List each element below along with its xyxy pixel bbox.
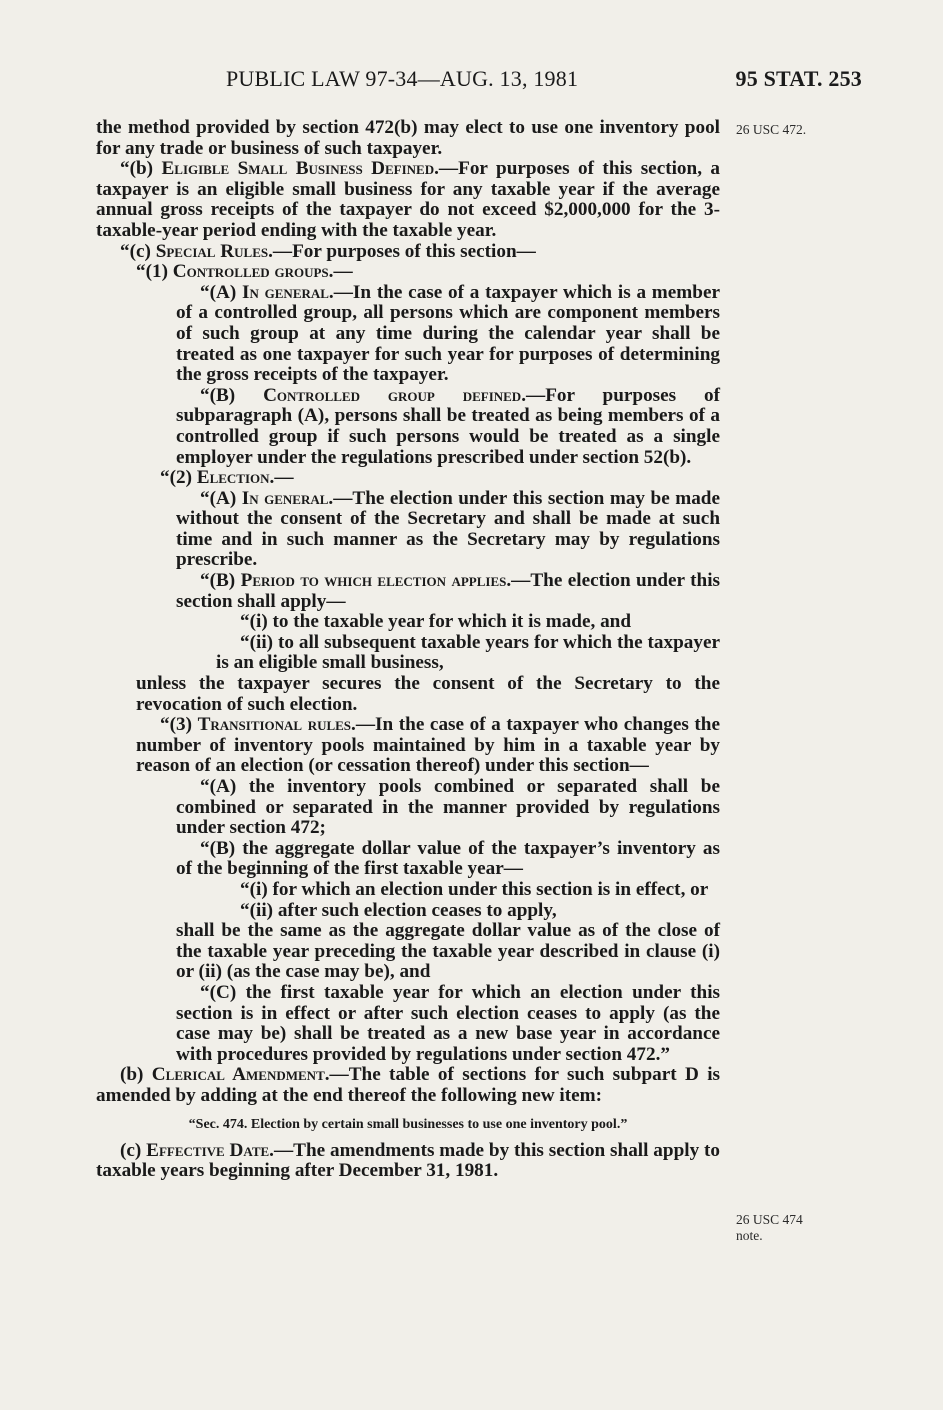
subsection-heading: Special Rules.: [155, 240, 273, 262]
page-header: [96, 66, 862, 94]
clause-3b-ii: “(ii) after such election ceases to apply,: [240, 899, 557, 921]
paragraph-text: —: [274, 467, 294, 489]
paragraph-heading: Controlled groups.: [172, 261, 334, 283]
subsection-text: —The amendments made by this section shall apply to taxable years beginning after December 31, 1981.: [96, 1139, 721, 1182]
paragraph-text: —In the case of a taxpayer who changes the number of inventory pools maintained by him in a taxable year by reason of an election (or cessation thereof) under this section—: [136, 714, 720, 777]
header-title: PUBLIC LAW 97-34—AUG. 13, 1981: [226, 66, 579, 91]
subparagraph-label: “(B): [200, 384, 264, 406]
subsection-label: (b): [120, 1064, 152, 1086]
table-of-sections-item: “Sec. 474. Election by certain small businesses to use one inventory pool.”: [188, 1116, 628, 1132]
subparagraph-1a-in-general: [96, 283, 720, 386]
subsection-c-effective-date: [96, 1141, 720, 1182]
subparagraph-text: —In the case of a taxpayer which is a member of a controlled group, all persons which are component members of such group at any time during the calendar year shall be treated as one taxpayer for such year for purposes of determining the gross receipts of the taxpayer.: [176, 281, 720, 386]
subsection-c-special-rules: [96, 242, 720, 263]
flush-language: unless the taxpayer secures the consent of the Secretary to the revocation of such election.: [136, 673, 720, 715]
subsection-text: —For purposes of this section—: [272, 240, 536, 262]
paragraph-label: “(2): [160, 467, 197, 489]
margin-note-usc-474: [736, 1212, 803, 1244]
section-body: [96, 118, 720, 1182]
margin-note-line: 26 USC 474: [736, 1212, 803, 1227]
subparagraph-3c: “(C) the first taxable year for which an election under this section is in effect or after such election ceases to apply (as the case may be) shall be treated as a new base year in accordance with procedures provided by regulations under section 472.”: [176, 981, 720, 1065]
subparagraph-1b-controlled-group-defined: [96, 386, 720, 468]
clause-ii: “(ii) to all subsequent taxable years for which the taxpayer is an eligible small business,: [216, 631, 720, 674]
flush-language-3b: shall be the same as the aggregate dollar value as of the close of the taxable year preceding the taxable year described in clause (i) or (ii) (as the case may be), and: [176, 920, 720, 983]
margin-note-line: note.: [736, 1228, 763, 1243]
paragraph-heading: Transitional rules.: [197, 714, 356, 736]
margin-note-usc-472: [736, 122, 806, 138]
paragraph-heading: Election.: [196, 467, 275, 489]
paragraph-text: —: [333, 261, 353, 283]
subparagraph-label: “(A): [200, 487, 242, 509]
subsection-label: “(c): [120, 240, 156, 262]
clause-3b-i: “(i) for which an election under this section is in effect, or: [240, 878, 709, 900]
clause-i: “(i) to the taxable year for which it is made, and: [240, 611, 632, 633]
subparagraph-heading: Controlled group defined.: [263, 384, 526, 406]
subparagraph-3a: “(A) the inventory pools combined or separated shall be combined or separated in the manner provided by regulations under section 472;: [176, 776, 720, 839]
subsection-label: “(b): [120, 158, 162, 180]
subparagraph-label: “(A): [200, 281, 243, 303]
paragraph-label: “(1): [136, 261, 173, 283]
subparagraph-2a-in-general: [96, 489, 720, 571]
subsection-heading: Effective Date.: [146, 1139, 274, 1161]
paragraph-1-controlled-groups: [96, 262, 720, 283]
statute-page-number: 95 STAT. 253: [735, 66, 862, 91]
subparagraph-heading: In general.: [242, 281, 334, 303]
paragraph-3-transitional-rules: [96, 715, 720, 777]
paragraph-2-election: [96, 468, 720, 489]
subparagraph-3b: “(B) the aggregate dollar value of the taxpayer’s inventory as of the beginning of the first taxable year—: [176, 837, 720, 880]
subsection-label: (c): [120, 1139, 147, 1161]
subparagraph-text: —The election under this section shall apply—: [176, 570, 721, 612]
subparagraph-heading: Period to which election applies.: [240, 570, 512, 592]
subsection-heading: Eligible Small Business Defined.: [161, 158, 439, 180]
subsection-b-clerical-amendment: [96, 1065, 720, 1106]
subsection-b-eligible-small-business: [96, 159, 720, 241]
subparagraph-heading: In general.: [241, 487, 334, 509]
margin-note-text: 26 USC 472.: [736, 122, 807, 137]
subsection-text: —The table of sections for such subpart D is amended by adding at the end thereof the following new item:: [96, 1064, 720, 1106]
subparagraph-text: —The election under this section may be made without the consent of the Secretary and shall be made at such time and in such manner as the Secretary may by regulations prescribe.: [176, 487, 720, 571]
subparagraph-label: “(B): [200, 570, 241, 592]
subparagraph-2b-period: [96, 571, 720, 612]
paragraph-continuation: the method provided by section 472(b) may elect to use one inventory pool for any trade or business of such taxpayer.: [96, 117, 720, 159]
paragraph-label: “(3): [160, 714, 198, 736]
subsection-text: —For purposes of this section, a taxpayer is an eligible small business for any taxable year if the average annual gross receipts of the taxpayer do not exceed $2,000,000 for the 3-taxable-year period ending with the taxable year.: [96, 158, 721, 241]
subsection-heading: Clerical Amendment.: [151, 1064, 330, 1086]
subparagraph-text: —For purposes of subparagraph (A), persons shall be treated as being members of a controlled group if such persons would be treated as a single employer under the regulations prescribed under section 52(b).: [176, 384, 720, 468]
